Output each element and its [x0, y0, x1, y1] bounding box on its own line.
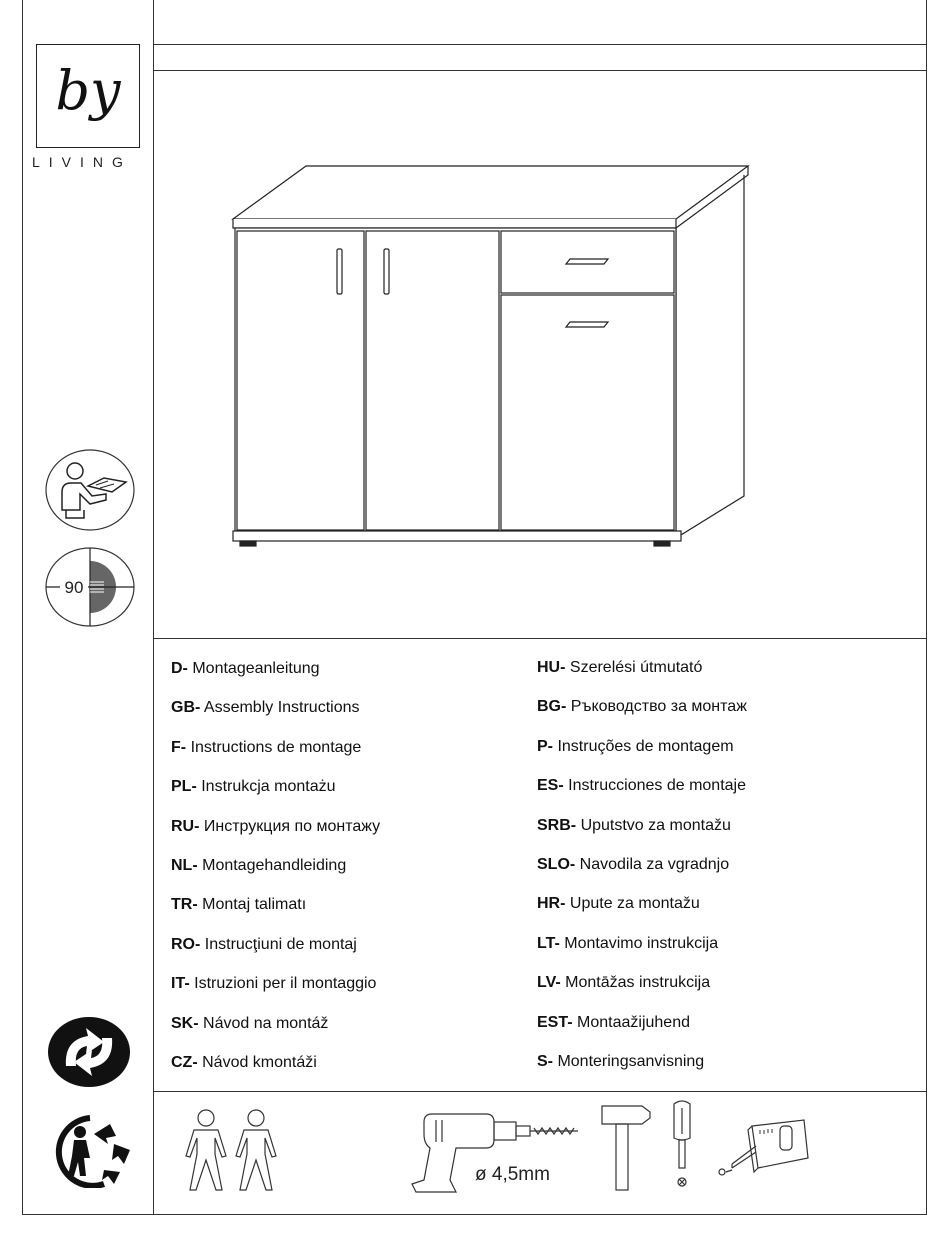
language-item: [537, 1049, 747, 1088]
language-item: [171, 853, 380, 892]
sidebar-divider: [153, 0, 154, 1215]
language-code: S-: [537, 1052, 553, 1070]
language-item: [537, 891, 747, 930]
language-text: Montāžas instrukcija: [565, 974, 711, 992]
language-text: Instrukcja montażu: [201, 778, 336, 796]
language-code: LV-: [537, 974, 561, 992]
language-item: [537, 734, 747, 773]
language-code: GB-: [171, 699, 201, 717]
language-code: SRB-: [537, 816, 577, 834]
language-item: [171, 932, 380, 971]
language-text: Montagehandleiding: [202, 856, 347, 874]
language-code: CZ-: [171, 1053, 198, 1071]
tools-top-line: [153, 1091, 927, 1092]
language-item: [537, 852, 747, 891]
language-item: [171, 735, 380, 774]
language-text: Instrucciones de montaje: [568, 777, 746, 795]
dispose-recycle-icon: [44, 1114, 136, 1188]
language-text: Monteringsanvisning: [557, 1052, 705, 1070]
language-item: [537, 813, 747, 852]
language-text: Návod na montáž: [203, 1014, 329, 1032]
language-item: [171, 814, 380, 853]
header-top-line: [153, 44, 927, 45]
language-code: SLO-: [537, 855, 576, 873]
language-text: Instrucţiuni de montaj: [204, 935, 357, 953]
brand-name: LIVING: [32, 154, 132, 170]
language-text: Uputstvo za montažu: [580, 816, 731, 834]
language-item: [171, 774, 380, 813]
language-code: D-: [171, 660, 188, 677]
angle-90-icon: [44, 546, 136, 630]
language-item: [537, 970, 747, 1009]
languages-right: [537, 655, 747, 1088]
language-code: BG-: [537, 698, 567, 716]
header-bottom-line: [153, 70, 927, 71]
language-code: HR-: [537, 895, 566, 913]
language-text: Montaažijuhend: [577, 1013, 690, 1031]
language-code: NL-: [171, 856, 198, 874]
language-item: [537, 1010, 747, 1049]
language-code: RU-: [171, 817, 200, 835]
language-text: Montavimo instrukcija: [564, 934, 719, 952]
language-text: Инструкция по монтажу: [203, 817, 381, 835]
language-item: [537, 931, 747, 970]
language-code: TR-: [171, 896, 198, 914]
brand-mark: by: [55, 59, 121, 122]
language-item: [537, 694, 747, 733]
language-code: IT-: [171, 975, 190, 993]
illustration-bottom-line: [153, 638, 927, 639]
language-item: [171, 656, 380, 695]
language-text: Montageanleitung: [192, 660, 320, 677]
language-text: Szerelési útmutató: [569, 659, 703, 676]
language-code: LT-: [537, 934, 560, 952]
languages-left: [171, 656, 380, 1089]
hammer-icon: [598, 1102, 654, 1194]
language-text: Assembly Instructions: [203, 699, 360, 717]
measuring-tape-icon: [712, 1116, 812, 1186]
language-text: Instruções de montagem: [557, 737, 734, 755]
language-item: [537, 773, 747, 812]
language-code: RO-: [171, 935, 201, 953]
phillips-screwdriver-icon: [666, 1098, 698, 1194]
language-item: [171, 695, 380, 734]
green-dot-recycle-icon: [46, 1016, 132, 1088]
cabinet-illustration: [226, 160, 756, 552]
language-code: PL-: [171, 778, 197, 796]
language-code: ES-: [537, 777, 564, 795]
language-code: EST-: [537, 1013, 573, 1031]
language-item: [171, 892, 380, 931]
two-persons-icon: [180, 1104, 285, 1196]
language-item: [171, 971, 380, 1010]
language-text: Upute za montažu: [569, 895, 700, 913]
language-text: Navodila za vgradnjo: [579, 855, 730, 873]
language-code: P-: [537, 737, 553, 755]
language-text: Instructions de montage: [190, 738, 362, 756]
language-text: Návod kmontáži: [202, 1053, 317, 1071]
language-item: [171, 1011, 380, 1050]
read-manual-icon: [44, 448, 136, 532]
language-text: Montaj talimatı: [202, 896, 307, 914]
language-text: Istruzioni per il montaggio: [194, 975, 377, 993]
language-code: F-: [171, 738, 187, 756]
language-code: SK-: [171, 1014, 199, 1032]
brand-logo: [36, 44, 140, 148]
language-text: Ръководство за монтаж: [570, 698, 747, 716]
angle-value: 90: [64, 578, 84, 597]
language-code: HU-: [537, 659, 566, 676]
language-item: [537, 655, 747, 694]
drill-size-label: ø 4,5mm: [475, 1164, 550, 1185]
language-item: [171, 1050, 380, 1089]
